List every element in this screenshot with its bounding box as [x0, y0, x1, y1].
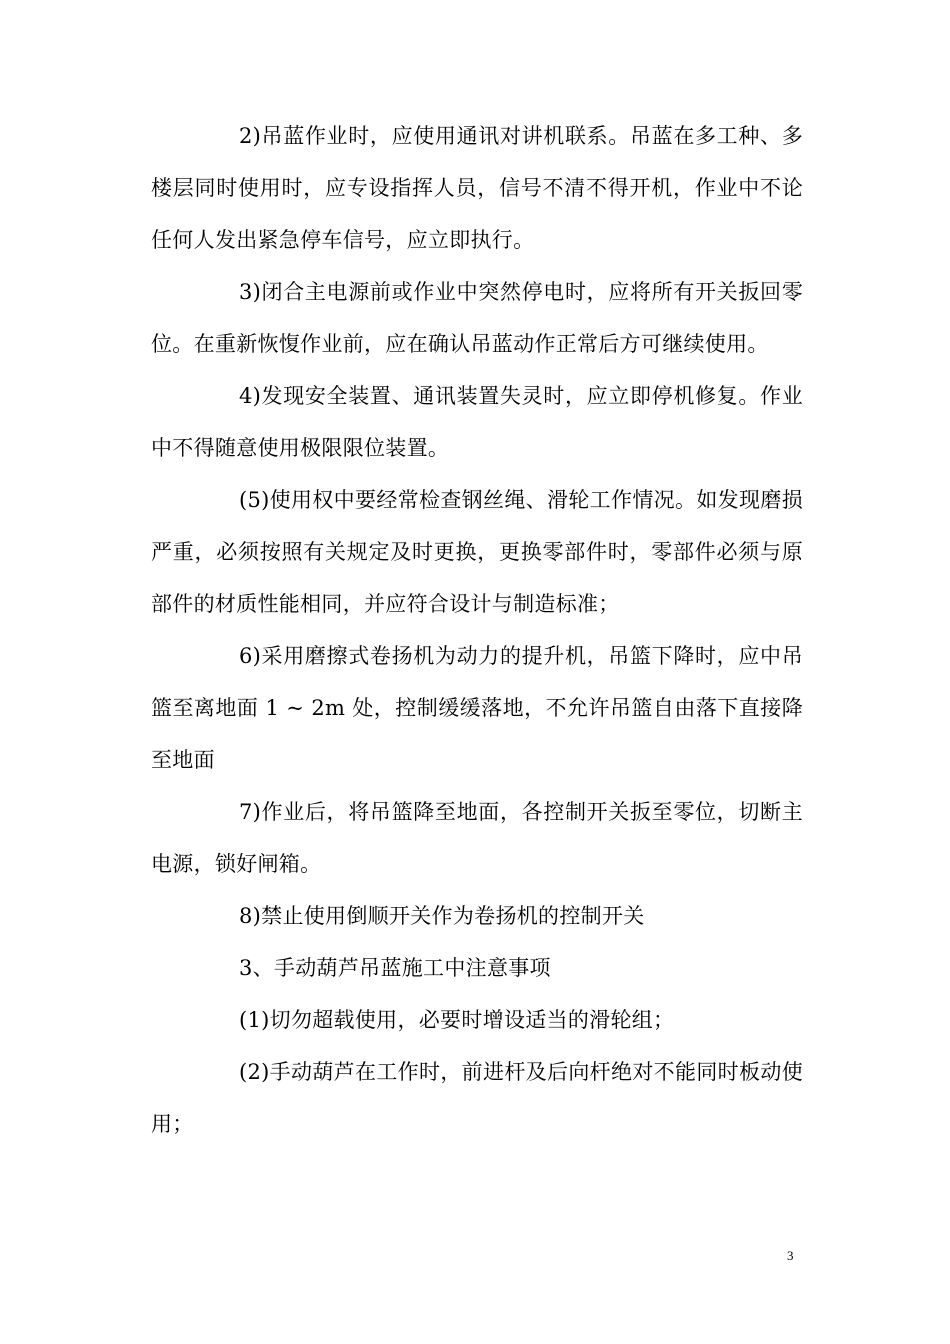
paragraph-hoist-communication: 2)吊蓝作业时，应使用通讯对讲机联系。吊蓝在多工种、多楼层同时使用时，应专设指挥人员，信号不清不得开机，作业中不论任何人发出紧急停车信号，应立即执行。	[151, 124, 803, 252]
paragraph-after-operation: 7)作业后，将吊篮降至地面，各控制开关扳至零位，切断主电源，锁好闸箱。	[151, 800, 803, 876]
paragraph-safety-device-failure: 4)发现安全装置、通讯装置失灵时，应立即停机修复。作业中不得随意使用极限限位装置。	[151, 384, 803, 460]
paragraph-lever-usage: (2)手动葫芦在工作时，前进杆及后向杆绝对不能同时板动使用；	[151, 1060, 803, 1136]
section-heading-manual-hoist: 3、手动葫芦吊蓝施工中注意事项	[239, 956, 551, 980]
document-body	[151, 110, 803, 1150]
paragraph-reversing-switch-ban: 8)禁止使用倒顺开关作为卷扬机的控制开关	[239, 904, 645, 928]
paragraph-wire-rope-inspection: (5)使用权中要经常检查钢丝绳、滑轮工作情况。如发现磨损严重，必须按照有关规定及时更换，更换零部件时，零部件必须与原部件的材质性能相同，并应符合设计与制造标准；	[151, 488, 803, 616]
paragraph-power-reset: 3)闭合主电源前或作业中突然停电时，应将所有开关扳回零位。在重新恢愎作业前，应在确认吊蓝动作正常后方可继续使用。	[151, 280, 803, 356]
page-number: 3	[787, 1248, 794, 1263]
paragraph-friction-winch: 6)采用磨擦式卷扬机为动力的提升机，吊篮下降时，应中吊篮至离地面 1 ~ 2m 处，控制缓缓落地，不允许吊篮自由落下直接降至地面	[151, 644, 803, 772]
paragraph-no-overload: (1)切勿超载使用，必要时增设适当的滑轮组；	[239, 1008, 675, 1032]
